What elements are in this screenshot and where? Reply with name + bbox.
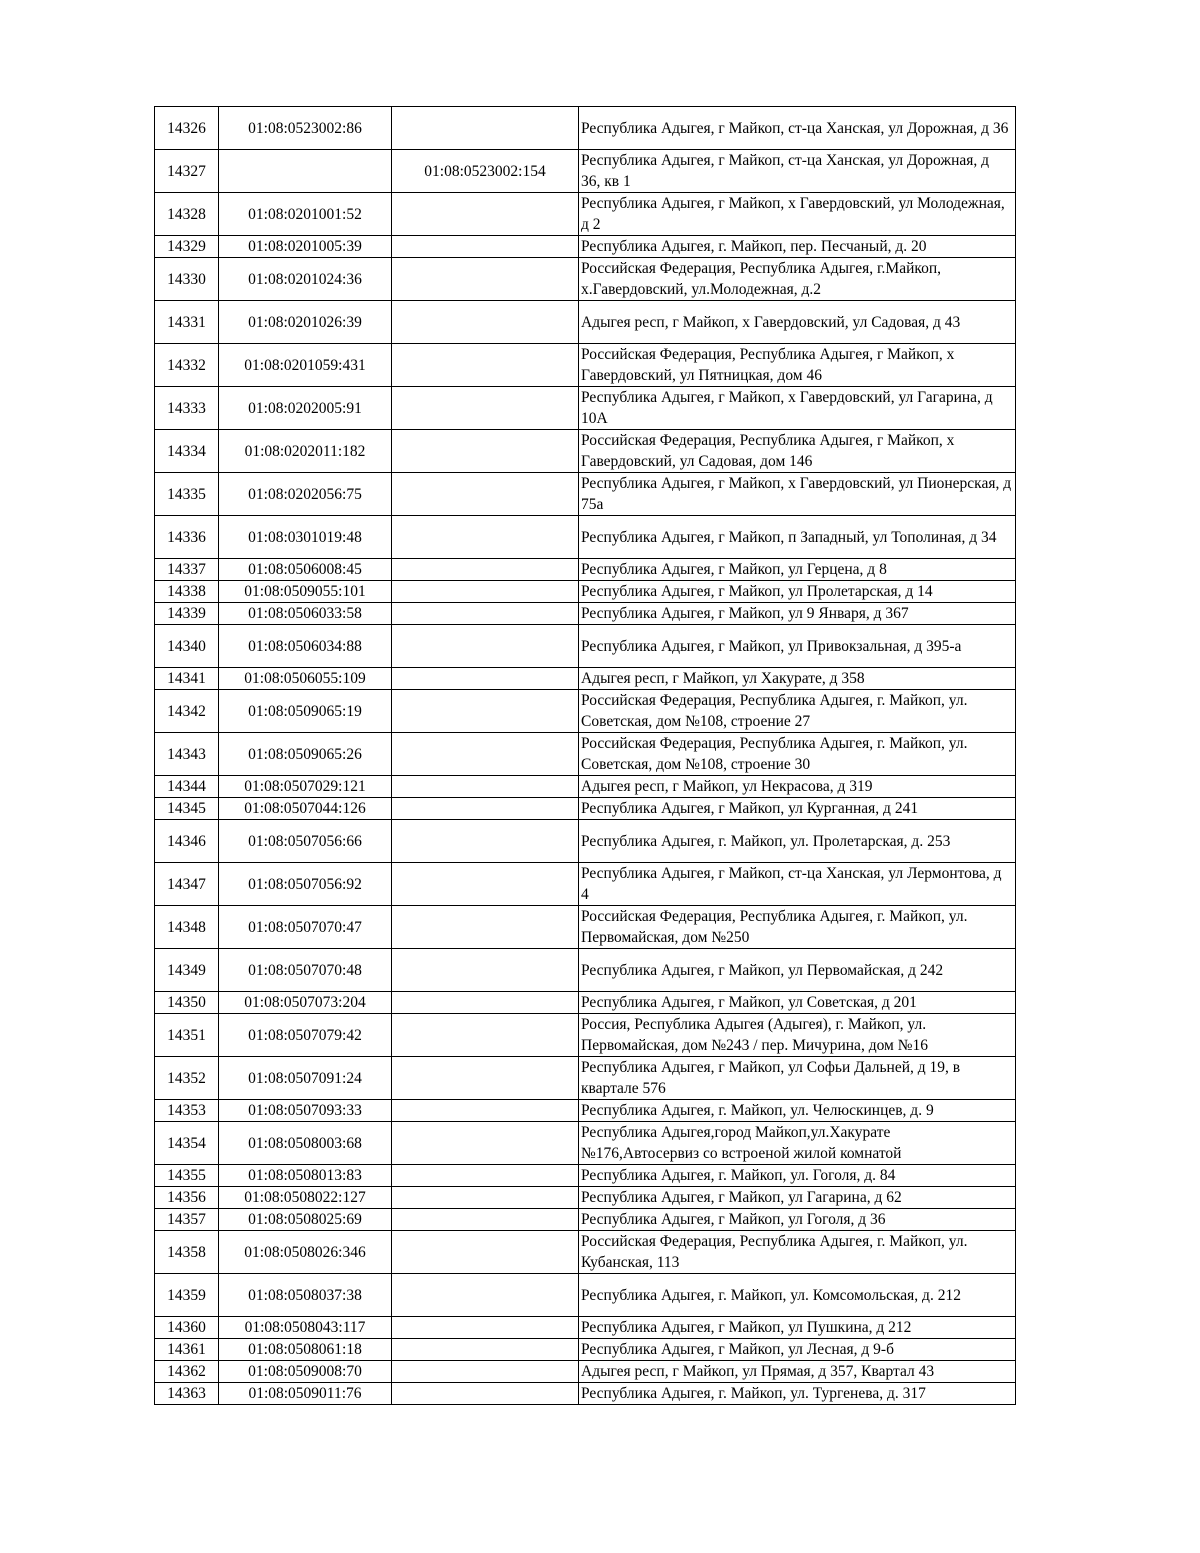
cadastral-number-cell: 01:08:0509011:76 xyxy=(219,1383,392,1405)
cadastral-number-cell: 01:08:0507091:24 xyxy=(219,1057,392,1100)
secondary-cadastral-number-cell xyxy=(392,344,579,387)
cadastral-number-cell: 01:08:0508026:346 xyxy=(219,1231,392,1274)
table-row xyxy=(155,581,1016,603)
row-number-cell: 14351 xyxy=(155,1014,219,1057)
address-cell: Российская Федерация, Республика Адыгея, г. Майкоп, ул. Кубанская, 113 xyxy=(579,1231,1016,1274)
secondary-cadastral-number-cell xyxy=(392,1361,579,1383)
secondary-cadastral-number-cell xyxy=(392,798,579,820)
secondary-cadastral-number-cell xyxy=(392,906,579,949)
row-number-cell: 14359 xyxy=(155,1274,219,1317)
address-cell: Республика Адыгея, г Майкоп, ул Привокзальная, д 395-а xyxy=(579,625,1016,668)
row-number-cell: 14355 xyxy=(155,1165,219,1187)
row-number-cell: 14328 xyxy=(155,193,219,236)
table-row xyxy=(155,1231,1016,1274)
secondary-cadastral-number-cell xyxy=(392,301,579,344)
address-cell: Республика Адыгея, г. Майкоп, пер. Песчаный, д. 20 xyxy=(579,236,1016,258)
secondary-cadastral-number-cell xyxy=(392,107,579,150)
secondary-cadastral-number-cell xyxy=(392,1274,579,1317)
table-row xyxy=(155,1057,1016,1100)
table-row xyxy=(155,690,1016,733)
table-row xyxy=(155,193,1016,236)
table-row xyxy=(155,559,1016,581)
cadastral-number-cell: 01:08:0508025:69 xyxy=(219,1209,392,1231)
secondary-cadastral-number-cell xyxy=(392,559,579,581)
table-row xyxy=(155,301,1016,344)
row-number-cell: 14330 xyxy=(155,258,219,301)
address-cell: Республика Адыгея, г. Майкоп, ул. Комсомольская, д. 212 xyxy=(579,1274,1016,1317)
address-cell: Республика Адыгея, г. Майкоп, ул. Гоголя, д. 84 xyxy=(579,1165,1016,1187)
secondary-cadastral-number-cell xyxy=(392,776,579,798)
address-cell: Республика Адыгея, г Майкоп, ст-ца Ханская, ул Дорожная, д 36 xyxy=(579,107,1016,150)
address-cell: Республика Адыгея, г. Майкоп, ул. Тургенева, д. 317 xyxy=(579,1383,1016,1405)
address-cell: Российская Федерация, Республика Адыгея, г Майкоп, х Гавердовский, ул Садовая, дом 146 xyxy=(579,430,1016,473)
registry-body xyxy=(155,107,1016,1405)
cadastral-number-cell: 01:08:0507070:47 xyxy=(219,906,392,949)
table-row xyxy=(155,150,1016,193)
registry-table xyxy=(154,106,1016,1405)
cadastral-number-cell: 01:08:0201005:39 xyxy=(219,236,392,258)
row-number-cell: 14332 xyxy=(155,344,219,387)
secondary-cadastral-number-cell xyxy=(392,1187,579,1209)
table-row xyxy=(155,949,1016,992)
table-row xyxy=(155,733,1016,776)
address-cell: Республика Адыгея, г Майкоп, п Западный, ул Тополиная, д 34 xyxy=(579,516,1016,559)
address-cell: Республика Адыгея, г. Майкоп, ул. Челюскинцев, д. 9 xyxy=(579,1100,1016,1122)
address-cell: Российская Федерация, Республика Адыгея, г.Майкоп, х.Гавердовский, ул.Молодежная, д.2 xyxy=(579,258,1016,301)
address-cell: Россия, Республика Адыгея (Адыгея), г. Майкоп, ул. Первомайская, дом №243 / пер. Мичурина, дом №16 xyxy=(579,1014,1016,1057)
cadastral-number-cell: 01:08:0201059:431 xyxy=(219,344,392,387)
secondary-cadastral-number-cell xyxy=(392,581,579,603)
row-number-cell: 14356 xyxy=(155,1187,219,1209)
cadastral-number-cell: 01:08:0201026:39 xyxy=(219,301,392,344)
address-cell: Республика Адыгея, г Майкоп, ул Курганная, д 241 xyxy=(579,798,1016,820)
table-row xyxy=(155,1165,1016,1187)
cadastral-number-cell: 01:08:0507029:121 xyxy=(219,776,392,798)
cadastral-number-cell: 01:08:0506033:58 xyxy=(219,603,392,625)
cadastral-number-cell: 01:08:0508043:117 xyxy=(219,1317,392,1339)
secondary-cadastral-number-cell xyxy=(392,516,579,559)
secondary-cadastral-number-cell xyxy=(392,820,579,863)
secondary-cadastral-number-cell xyxy=(392,473,579,516)
table-row xyxy=(155,863,1016,906)
row-number-cell: 14357 xyxy=(155,1209,219,1231)
address-cell: Адыгея респ, г Майкоп, ул Хакурате, д 358 xyxy=(579,668,1016,690)
secondary-cadastral-number-cell xyxy=(392,1209,579,1231)
cadastral-number-cell: 01:08:0507093:33 xyxy=(219,1100,392,1122)
secondary-cadastral-number-cell xyxy=(392,603,579,625)
cadastral-number-cell: 01:08:0508003:68 xyxy=(219,1122,392,1165)
row-number-cell: 14341 xyxy=(155,668,219,690)
cadastral-number-cell: 01:08:0507079:42 xyxy=(219,1014,392,1057)
address-cell: Республика Адыгея, г Майкоп, ул Первомайская, д 242 xyxy=(579,949,1016,992)
secondary-cadastral-number-cell xyxy=(392,1165,579,1187)
row-number-cell: 14335 xyxy=(155,473,219,516)
row-number-cell: 14350 xyxy=(155,992,219,1014)
secondary-cadastral-number-cell xyxy=(392,690,579,733)
row-number-cell: 14331 xyxy=(155,301,219,344)
table-row xyxy=(155,798,1016,820)
secondary-cadastral-number-cell xyxy=(392,992,579,1014)
secondary-cadastral-number-cell xyxy=(392,733,579,776)
row-number-cell: 14345 xyxy=(155,798,219,820)
table-row xyxy=(155,236,1016,258)
address-cell: Республика Адыгея, г Майкоп, ул 9 Января, д 367 xyxy=(579,603,1016,625)
address-cell: Республика Адыгея, г. Майкоп, ул. Пролетарская, д. 253 xyxy=(579,820,1016,863)
cadastral-number-cell: 01:08:0507070:48 xyxy=(219,949,392,992)
cadastral-number-cell: 01:08:0506055:109 xyxy=(219,668,392,690)
secondary-cadastral-number-cell xyxy=(392,1100,579,1122)
address-cell: Республика Адыгея, г Майкоп, ул Советская, д 201 xyxy=(579,992,1016,1014)
table-row xyxy=(155,1122,1016,1165)
table-row xyxy=(155,992,1016,1014)
table-row xyxy=(155,344,1016,387)
address-cell: Республика Адыгея, г Майкоп, ул Пролетарская, д 14 xyxy=(579,581,1016,603)
cadastral-number-cell: 01:08:0301019:48 xyxy=(219,516,392,559)
secondary-cadastral-number-cell xyxy=(392,1231,579,1274)
secondary-cadastral-number-cell xyxy=(392,193,579,236)
cadastral-number-cell: 01:08:0506008:45 xyxy=(219,559,392,581)
secondary-cadastral-number-cell xyxy=(392,625,579,668)
row-number-cell: 14333 xyxy=(155,387,219,430)
table-row xyxy=(155,516,1016,559)
cadastral-number-cell: 01:08:0507056:92 xyxy=(219,863,392,906)
secondary-cadastral-number-cell xyxy=(392,236,579,258)
cadastral-number-cell: 01:08:0507056:66 xyxy=(219,820,392,863)
row-number-cell: 14337 xyxy=(155,559,219,581)
secondary-cadastral-number-cell xyxy=(392,1317,579,1339)
cadastral-number-cell xyxy=(219,150,392,193)
row-number-cell: 14334 xyxy=(155,430,219,473)
row-number-cell: 14346 xyxy=(155,820,219,863)
row-number-cell: 14353 xyxy=(155,1100,219,1122)
row-number-cell: 14344 xyxy=(155,776,219,798)
row-number-cell: 14336 xyxy=(155,516,219,559)
cadastral-number-cell: 01:08:0509055:101 xyxy=(219,581,392,603)
address-cell: Республика Адыгея, г Майкоп, ул Лесная, д 9-б xyxy=(579,1339,1016,1361)
secondary-cadastral-number-cell: 01:08:0523002:154 xyxy=(392,150,579,193)
address-cell: Республика Адыгея, г Майкоп, ул Пушкина, д 212 xyxy=(579,1317,1016,1339)
secondary-cadastral-number-cell xyxy=(392,258,579,301)
address-cell: Адыгея респ, г Майкоп, х Гавердовский, ул Садовая, д 43 xyxy=(579,301,1016,344)
cadastral-number-cell: 01:08:0508022:127 xyxy=(219,1187,392,1209)
address-cell: Республика Адыгея, г Майкоп, ул Софьи Дальней, д 19, в квартале 576 xyxy=(579,1057,1016,1100)
table-row xyxy=(155,1383,1016,1405)
cadastral-number-cell: 01:08:0202056:75 xyxy=(219,473,392,516)
address-cell: Российская Федерация, Республика Адыгея, г Майкоп, х Гавердовский, ул Пятницкая, дом 46 xyxy=(579,344,1016,387)
secondary-cadastral-number-cell xyxy=(392,1339,579,1361)
row-number-cell: 14362 xyxy=(155,1361,219,1383)
table-row xyxy=(155,1209,1016,1231)
table-row xyxy=(155,668,1016,690)
table-row xyxy=(155,1317,1016,1339)
address-cell: Адыгея респ, г Майкоп, ул Прямая, д 357, Квартал 43 xyxy=(579,1361,1016,1383)
secondary-cadastral-number-cell xyxy=(392,1383,579,1405)
row-number-cell: 14349 xyxy=(155,949,219,992)
secondary-cadastral-number-cell xyxy=(392,387,579,430)
cadastral-number-cell: 01:08:0509065:26 xyxy=(219,733,392,776)
address-cell: Российская Федерация, Республика Адыгея, г. Майкоп, ул. Первомайская, дом №250 xyxy=(579,906,1016,949)
row-number-cell: 14343 xyxy=(155,733,219,776)
table-row xyxy=(155,1187,1016,1209)
row-number-cell: 14326 xyxy=(155,107,219,150)
row-number-cell: 14347 xyxy=(155,863,219,906)
table-row xyxy=(155,430,1016,473)
table-row xyxy=(155,776,1016,798)
address-cell: Республика Адыгея, г Майкоп, ул Гоголя, д 36 xyxy=(579,1209,1016,1231)
cadastral-number-cell: 01:08:0523002:86 xyxy=(219,107,392,150)
cadastral-number-cell: 01:08:0507044:126 xyxy=(219,798,392,820)
cadastral-number-cell: 01:08:0509008:70 xyxy=(219,1361,392,1383)
cadastral-number-cell: 01:08:0201001:52 xyxy=(219,193,392,236)
table-row xyxy=(155,1100,1016,1122)
cadastral-number-cell: 01:08:0508061:18 xyxy=(219,1339,392,1361)
row-number-cell: 14327 xyxy=(155,150,219,193)
address-cell: Российская Федерация, Республика Адыгея, г. Майкоп, ул. Советская, дом №108, строение 30 xyxy=(579,733,1016,776)
secondary-cadastral-number-cell xyxy=(392,863,579,906)
address-cell: Республика Адыгея, г Майкоп, ул Гагарина, д 62 xyxy=(579,1187,1016,1209)
row-number-cell: 14360 xyxy=(155,1317,219,1339)
table-row xyxy=(155,107,1016,150)
row-number-cell: 14348 xyxy=(155,906,219,949)
table-row xyxy=(155,906,1016,949)
secondary-cadastral-number-cell xyxy=(392,668,579,690)
cadastral-number-cell: 01:08:0508013:83 xyxy=(219,1165,392,1187)
table-row xyxy=(155,1361,1016,1383)
row-number-cell: 14340 xyxy=(155,625,219,668)
address-cell: Республика Адыгея, г Майкоп, ст-ца Ханская, ул Лермонтова, д 4 xyxy=(579,863,1016,906)
cadastral-number-cell: 01:08:0507073:204 xyxy=(219,992,392,1014)
address-cell: Республика Адыгея, г Майкоп, х Гавердовский, ул Гагарина, д 10А xyxy=(579,387,1016,430)
row-number-cell: 14354 xyxy=(155,1122,219,1165)
address-cell: Республика Адыгея, г Майкоп, ул Герцена, д 8 xyxy=(579,559,1016,581)
cadastral-number-cell: 01:08:0506034:88 xyxy=(219,625,392,668)
row-number-cell: 14358 xyxy=(155,1231,219,1274)
row-number-cell: 14339 xyxy=(155,603,219,625)
cadastral-number-cell: 01:08:0509065:19 xyxy=(219,690,392,733)
row-number-cell: 14361 xyxy=(155,1339,219,1361)
secondary-cadastral-number-cell xyxy=(392,430,579,473)
table-row xyxy=(155,1339,1016,1361)
cadastral-number-cell: 01:08:0202005:91 xyxy=(219,387,392,430)
table-row xyxy=(155,258,1016,301)
row-number-cell: 14329 xyxy=(155,236,219,258)
row-number-cell: 14342 xyxy=(155,690,219,733)
secondary-cadastral-number-cell xyxy=(392,949,579,992)
cadastral-number-cell: 01:08:0508037:38 xyxy=(219,1274,392,1317)
cadastral-number-cell: 01:08:0202011:182 xyxy=(219,430,392,473)
row-number-cell: 14338 xyxy=(155,581,219,603)
secondary-cadastral-number-cell xyxy=(392,1014,579,1057)
cadastral-number-cell: 01:08:0201024:36 xyxy=(219,258,392,301)
address-cell: Республика Адыгея, г Майкоп, х Гавердовский, ул Молодежная, д 2 xyxy=(579,193,1016,236)
secondary-cadastral-number-cell xyxy=(392,1122,579,1165)
table-row xyxy=(155,820,1016,863)
secondary-cadastral-number-cell xyxy=(392,1057,579,1100)
table-row xyxy=(155,473,1016,516)
row-number-cell: 14363 xyxy=(155,1383,219,1405)
table-row xyxy=(155,625,1016,668)
table-row xyxy=(155,603,1016,625)
address-cell: Адыгея респ, г Майкоп, ул Некрасова, д 319 xyxy=(579,776,1016,798)
address-cell: Республика Адыгея, г Майкоп, х Гавердовский, ул Пионерская, д 75а xyxy=(579,473,1016,516)
row-number-cell: 14352 xyxy=(155,1057,219,1100)
address-cell: Республика Адыгея,город Майкоп,ул.Хакурате №176,Автосервиз со встроеной жилой комнатой xyxy=(579,1122,1016,1165)
table-row xyxy=(155,1274,1016,1317)
table-row xyxy=(155,1014,1016,1057)
address-cell: Республика Адыгея, г Майкоп, ст-ца Ханская, ул Дорожная, д 36, кв 1 xyxy=(579,150,1016,193)
table-row xyxy=(155,387,1016,430)
address-cell: Российская Федерация, Республика Адыгея, г. Майкоп, ул. Советская, дом №108, строение 27 xyxy=(579,690,1016,733)
